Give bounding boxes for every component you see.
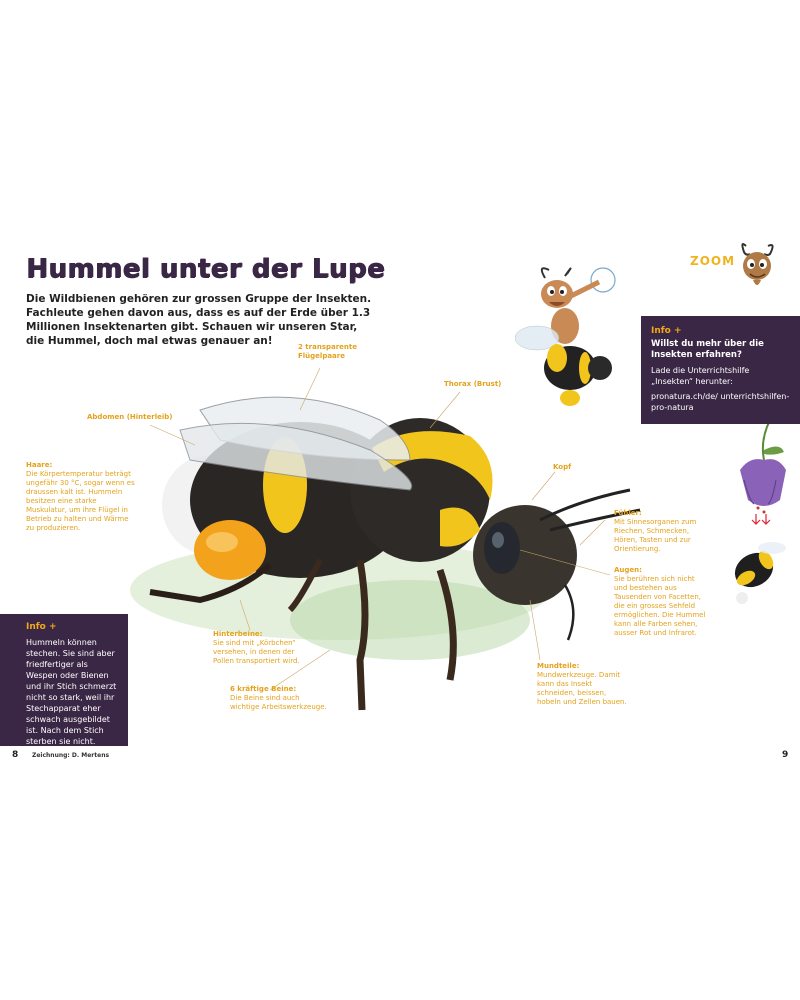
page-title: Hummel unter der Lupe [26,254,385,284]
page-number-right: 9 [782,750,789,760]
info-box-sting [0,614,128,746]
label-hinterbeine-head: Hinterbeine: [213,630,263,638]
label-haare [26,461,138,533]
label-mundwerkzeuge-head: Mundteile: [537,662,580,670]
label-thorax: Thorax (Brust) [444,380,502,388]
info-box-text: Lade die Unterrichtshilfe „Insekten“ herunter: [651,366,750,386]
label-haare-text: Die Körpertemperatur beträgt ungefähr 30 °C, sogar wenn es draussen kalt ist. Hummeln besitzen eine starke Muskulatur, um ihre Flügel in Betrieb zu halten und Wärme zu produzieren. [26,470,135,532]
label-augen [614,566,710,638]
label-kopf: Kopf [553,463,572,471]
label-haare-head: Haare: [26,461,53,469]
info-box-title: Info + [26,622,57,632]
label-beine-head: 6 kräftige Beine: [230,685,297,693]
info-box-question: Willst du mehr über die Insekten erfahren? [651,339,764,360]
label-fuehler [614,509,714,554]
label-hinterbeine-text: Sie sind mit „Körbchen“ versehen, in denen der Pollen transportiert wird. [213,639,300,665]
zoom-logo: ZOOM [690,254,736,268]
label-hinterbeine [213,630,308,666]
label-augen-head: Augen: [614,566,642,574]
label-beine-text: Die Beine sind auch wichtige Arbeitswerkzeuge. [230,694,327,711]
info-box-more-insects [641,316,800,424]
info-box-text: Hummeln können stechen. Sie sind aber friedfertiger als Wespen oder Bienen und ihr Stich schmerzt nicht so stark, weil ihr Stechapparat eher schwach ausgebildet ist. Nach dem Stich sterben sie nicht. [26,638,117,746]
label-fuehler-head: Fühler: [614,509,642,517]
page-number-left: 8 [12,750,19,760]
label-abdomen: Abdomen (Hinterleib) [87,413,173,421]
illustration-credit: Zeichnung: D. Mertens [32,752,110,759]
info-box-title: Info + [651,326,682,336]
label-mundwerkzeuge-text: Mundwerkzeuge. Damit kann das Insekt schneiden, beissen, hobeln und Zellen bauen. [537,671,627,706]
info-box-link[interactable]: pronatura.ch/de/ unterrichtshilfen-pro-natura [651,392,790,412]
label-beine [230,685,330,712]
label-mundwerkzeuge [537,662,629,707]
label-fuehler-text: Mit Sinnesorganen zum Riechen, Schmecken, Hören, Tasten und zur Orientierung. [614,518,697,553]
label-fluegel: 2 transparente Flügelpaare [298,343,357,360]
intro-text: Die Wildbienen gehören zur grossen Gruppe der Insekten. Fachleute gehen davon aus, dass es auf der Erde über 1.3 Millionen Insektenarten gibt. Schauen wir unseren Star, die Hummel, doch mal etwas genauer an! [26,293,372,347]
label-augen-text: Sie berühren sich nicht und bestehen aus Tausenden von Facetten, die ein grosses Sehfeld ermöglichen. Die Hummel kann alle Farben sehen, ausser Rot und Infrarot. [614,575,706,637]
